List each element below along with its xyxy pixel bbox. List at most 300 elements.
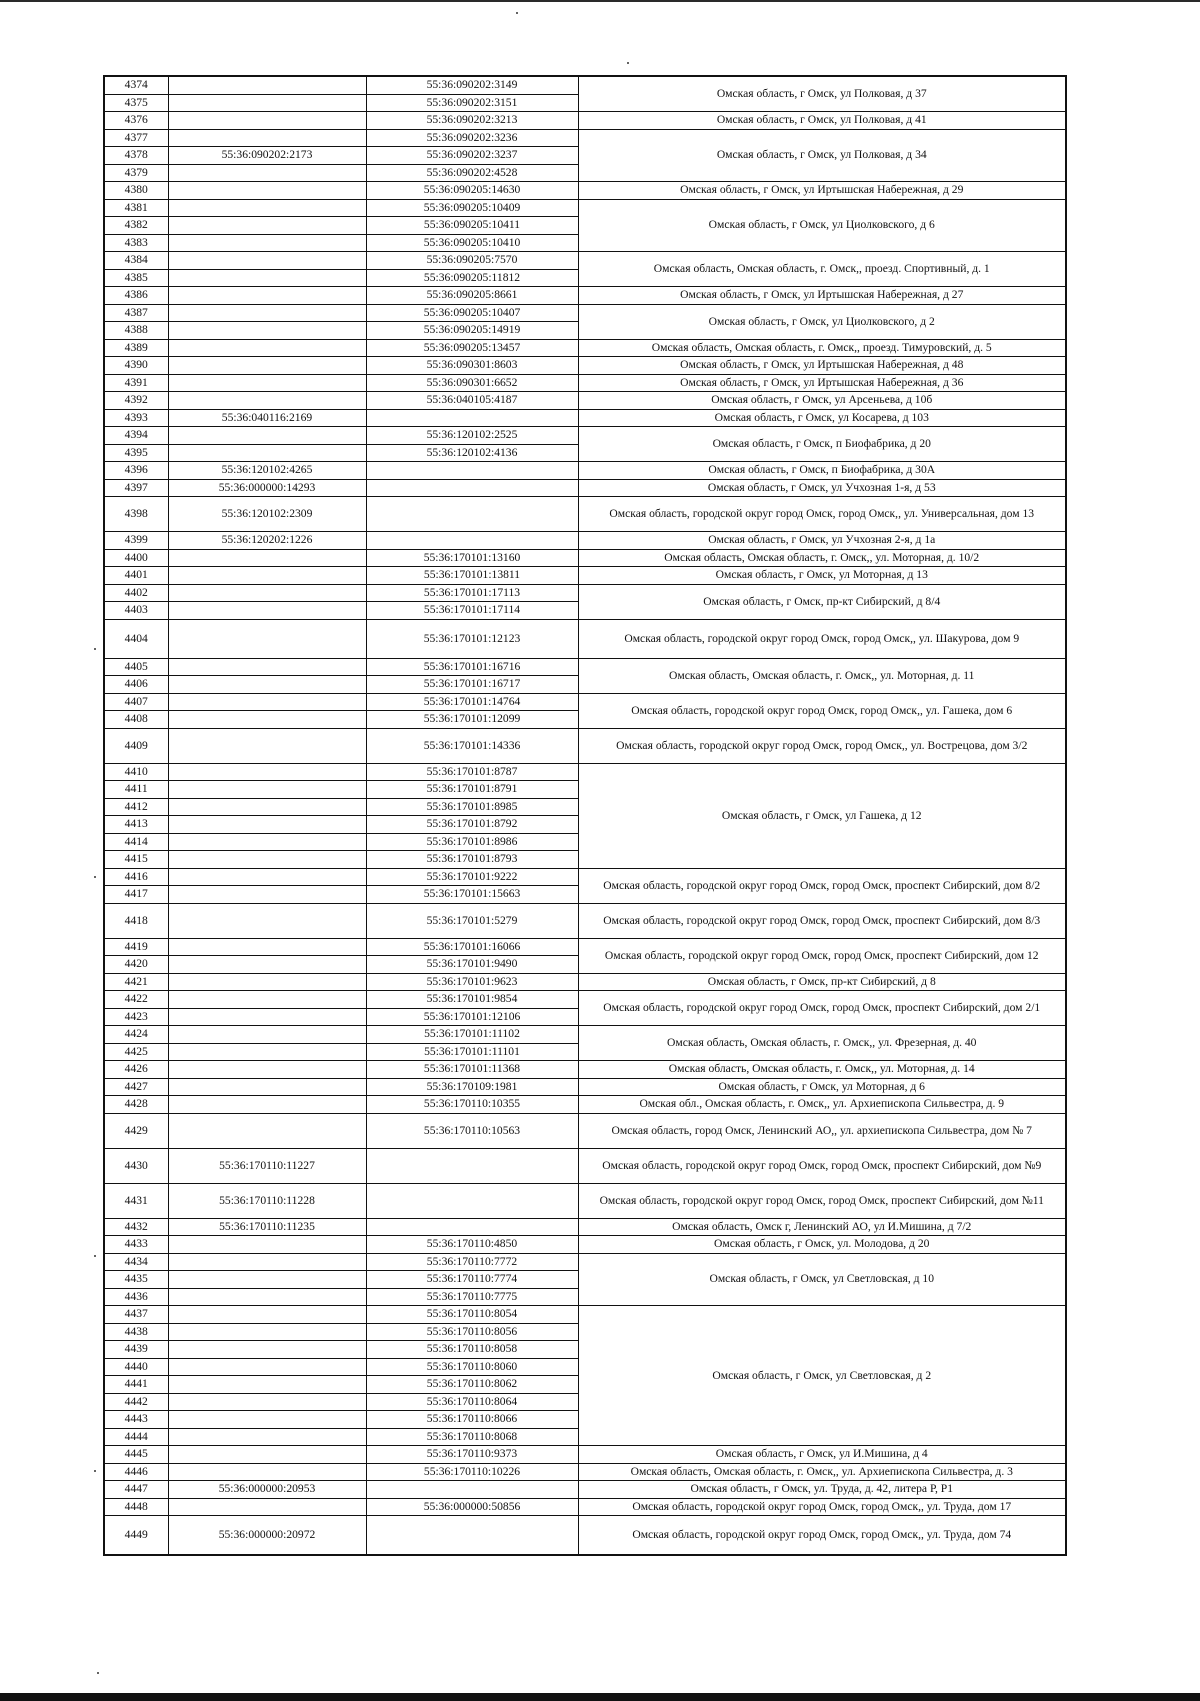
object-number-cell: 55:36:170101:8986 <box>366 833 578 851</box>
address-cell: Омская область, городской округ город Омск, город Омск,, ул. Шакурова, дом 9 <box>578 619 1066 658</box>
table-row <box>104 1446 1066 1464</box>
object-number-cell: 55:36:090205:8661 <box>366 287 578 305</box>
row-number-cell: 4378 <box>104 147 168 165</box>
parcel-number-cell <box>168 199 366 217</box>
parcel-number-cell <box>168 76 366 94</box>
object-number-cell <box>366 479 578 497</box>
parcel-number-cell <box>168 129 366 147</box>
row-number-cell: 4401 <box>104 567 168 585</box>
parcel-number-cell <box>168 1376 366 1394</box>
object-number-cell <box>366 1183 578 1218</box>
table-row <box>104 763 1066 781</box>
object-number-cell: 55:36:170110:8062 <box>366 1376 578 1394</box>
address-cell: Омская область, г Омск, ул Циолковского, д 2 <box>578 304 1066 339</box>
object-number-cell: 55:36:170101:15663 <box>366 886 578 904</box>
address-cell: Омская область, г Омск, ул Иртышская Набережная, д 29 <box>578 182 1066 200</box>
table-row <box>104 392 1066 410</box>
row-number-cell: 4417 <box>104 886 168 904</box>
table-row <box>104 199 1066 217</box>
address-cell: Омская область, г Омск, ул И.Мишина, д 4 <box>578 1446 1066 1464</box>
object-number-cell: 55:36:170110:10226 <box>366 1463 578 1481</box>
row-number-cell: 4395 <box>104 444 168 462</box>
table-row <box>104 532 1066 550</box>
parcel-number-cell <box>168 658 366 676</box>
row-number-cell: 4382 <box>104 217 168 235</box>
row-number-cell: 4381 <box>104 199 168 217</box>
row-number-cell: 4421 <box>104 973 168 991</box>
row-number-cell: 4424 <box>104 1026 168 1044</box>
table-row <box>104 938 1066 956</box>
parcel-number-cell <box>168 339 366 357</box>
parcel-number-cell <box>168 833 366 851</box>
table-row <box>104 728 1066 763</box>
scan-speck <box>516 12 518 14</box>
row-number-cell: 4420 <box>104 956 168 974</box>
parcel-number-cell <box>168 1288 366 1306</box>
row-number-cell: 4446 <box>104 1463 168 1481</box>
row-number-cell: 4388 <box>104 322 168 340</box>
object-number-cell: 55:36:170101:8792 <box>366 816 578 834</box>
object-number-cell <box>366 497 578 532</box>
parcel-number-cell <box>168 1061 366 1079</box>
parcel-number-cell: 55:36:040116:2169 <box>168 409 366 427</box>
address-cell: Омская область, городской округ город Омск, город Омск,, ул. Вострецова, дом 3/2 <box>578 728 1066 763</box>
table-row <box>104 1463 1066 1481</box>
row-number-cell: 4407 <box>104 693 168 711</box>
parcel-number-cell <box>168 1008 366 1026</box>
address-cell: Омская область, г Омск, ул Моторная, д 13 <box>578 567 1066 585</box>
object-number-cell: 55:36:170101:16716 <box>366 658 578 676</box>
address-cell: Омская область, Омск г, Ленинский АО, ул И.Мишина, д 7/2 <box>578 1218 1066 1236</box>
row-number-cell: 4448 <box>104 1498 168 1516</box>
table-row <box>104 1183 1066 1218</box>
address-cell: Омская область, городской округ город Омск, город Омск, проспект Сибирский, дом №9 <box>578 1148 1066 1183</box>
row-number-cell: 4441 <box>104 1376 168 1394</box>
object-number-cell: 55:36:170101:9222 <box>366 868 578 886</box>
parcel-number-cell <box>168 1078 366 1096</box>
row-number-cell: 4403 <box>104 602 168 620</box>
row-number-cell: 4400 <box>104 549 168 567</box>
table-row <box>104 1253 1066 1271</box>
address-cell: Омская область, городской округ город Омск, город Омск,, ул. Универсальная, дом 13 <box>578 497 1066 532</box>
row-number-cell: 4428 <box>104 1096 168 1114</box>
row-number-cell: 4449 <box>104 1516 168 1556</box>
row-number-cell: 4439 <box>104 1341 168 1359</box>
row-number-cell: 4443 <box>104 1411 168 1429</box>
object-number-cell: 55:36:000000:50856 <box>366 1498 578 1516</box>
table-row <box>104 991 1066 1009</box>
row-number-cell: 4390 <box>104 357 168 375</box>
row-number-cell: 4432 <box>104 1218 168 1236</box>
object-number-cell: 55:36:170101:9854 <box>366 991 578 1009</box>
object-number-cell: 55:36:170101:12123 <box>366 619 578 658</box>
object-number-cell: 55:36:170101:16717 <box>366 676 578 694</box>
parcel-number-cell <box>168 1428 366 1446</box>
address-cell: Омская область, городской округ город Омск, город Омск, проспект Сибирский, дом 8/3 <box>578 903 1066 938</box>
object-number-cell: 55:36:090205:10407 <box>366 304 578 322</box>
parcel-number-cell <box>168 991 366 1009</box>
parcel-number-cell <box>168 217 366 235</box>
object-number-cell: 55:36:170101:17114 <box>366 602 578 620</box>
parcel-number-cell <box>168 816 366 834</box>
parcel-number-cell <box>168 868 366 886</box>
row-number-cell: 4436 <box>104 1288 168 1306</box>
object-number-cell <box>366 1148 578 1183</box>
table-row <box>104 549 1066 567</box>
parcel-number-cell <box>168 619 366 658</box>
object-number-cell: 55:36:170110:7775 <box>366 1288 578 1306</box>
parcel-number-cell <box>168 956 366 974</box>
scan-speck <box>97 1672 99 1674</box>
row-number-cell: 4434 <box>104 1253 168 1271</box>
row-number-cell: 4405 <box>104 658 168 676</box>
parcel-number-cell <box>168 374 366 392</box>
row-number-cell: 4375 <box>104 94 168 112</box>
row-number-cell: 4422 <box>104 991 168 1009</box>
object-number-cell: 55:36:090202:4528 <box>366 164 578 182</box>
address-cell: Омская область, Омская область, г. Омск,, проезд. Тимуровский, д. 5 <box>578 339 1066 357</box>
object-number-cell: 55:36:170110:8054 <box>366 1306 578 1324</box>
parcel-number-cell: 55:36:170110:11227 <box>168 1148 366 1183</box>
address-cell: Омская область, г Омск, ул Гашека, д 12 <box>578 763 1066 868</box>
table-body <box>104 76 1066 1555</box>
object-number-cell: 55:36:170110:8060 <box>366 1358 578 1376</box>
parcel-number-cell <box>168 444 366 462</box>
object-number-cell: 55:36:170109:1981 <box>366 1078 578 1096</box>
row-number-cell: 4427 <box>104 1078 168 1096</box>
parcel-number-cell: 55:36:090202:2173 <box>168 147 366 165</box>
parcel-number-cell <box>168 287 366 305</box>
row-number-cell: 4429 <box>104 1113 168 1148</box>
row-number-cell: 4389 <box>104 339 168 357</box>
parcel-number-cell <box>168 112 366 130</box>
table-row <box>104 304 1066 322</box>
table-row <box>104 903 1066 938</box>
address-cell: Омская область, г Омск, пр-кт Сибирский, д 8 <box>578 973 1066 991</box>
object-number-cell: 55:36:170110:8068 <box>366 1428 578 1446</box>
parcel-number-cell <box>168 304 366 322</box>
parcel-number-cell <box>168 1463 366 1481</box>
row-number-cell: 4440 <box>104 1358 168 1376</box>
object-number-cell: 55:36:170110:8064 <box>366 1393 578 1411</box>
parcel-number-cell <box>168 252 366 270</box>
row-number-cell: 4409 <box>104 728 168 763</box>
row-number-cell: 4402 <box>104 584 168 602</box>
object-number-cell: 55:36:090205:7570 <box>366 252 578 270</box>
object-number-cell: 55:36:120102:4136 <box>366 444 578 462</box>
parcel-number-cell <box>168 1271 366 1289</box>
parcel-number-cell <box>168 392 366 410</box>
parcel-number-cell <box>168 549 366 567</box>
scan-speck <box>94 876 96 878</box>
address-cell: Омская область, г Омск, ул Моторная, д 6 <box>578 1078 1066 1096</box>
table-row <box>104 287 1066 305</box>
object-number-cell <box>366 1218 578 1236</box>
address-cell: Омская область, г Омск, ул Учхозная 1-я, д 53 <box>578 479 1066 497</box>
parcel-number-cell: 55:36:170110:11228 <box>168 1183 366 1218</box>
object-number-cell: 55:36:170101:17113 <box>366 584 578 602</box>
parcel-number-cell <box>168 1096 366 1114</box>
scan-speck <box>627 62 629 64</box>
row-number-cell: 4425 <box>104 1043 168 1061</box>
object-number-cell: 55:36:170110:8058 <box>366 1341 578 1359</box>
table-row <box>104 374 1066 392</box>
parcel-number-cell <box>168 1393 366 1411</box>
parcel-number-cell <box>168 711 366 729</box>
parcel-number-cell <box>168 1341 366 1359</box>
table-row <box>104 1236 1066 1254</box>
address-cell: Омская область, Омская область, г. Омск,, проезд. Спортивный, д. 1 <box>578 252 1066 287</box>
row-number-cell: 4435 <box>104 1271 168 1289</box>
parcel-number-cell <box>168 94 366 112</box>
table-row <box>104 479 1066 497</box>
parcel-number-cell: 55:36:120202:1226 <box>168 532 366 550</box>
parcel-number-cell <box>168 851 366 869</box>
address-cell: Омская область, Омская область, г. Омск,, ул. Архиепископа Сильвестра, д. 3 <box>578 1463 1066 1481</box>
parcel-number-cell <box>168 1411 366 1429</box>
table-row <box>104 1516 1066 1556</box>
row-number-cell: 4399 <box>104 532 168 550</box>
address-cell: Омская область, г Омск, ул Косарева, д 103 <box>578 409 1066 427</box>
object-number-cell: 55:36:170101:11368 <box>366 1061 578 1079</box>
row-number-cell: 4413 <box>104 816 168 834</box>
table-row <box>104 868 1066 886</box>
table-row <box>104 973 1066 991</box>
table-row <box>104 1481 1066 1499</box>
object-number-cell: 55:36:170101:13160 <box>366 549 578 567</box>
parcel-number-cell <box>168 1306 366 1324</box>
object-number-cell: 55:36:170110:8056 <box>366 1323 578 1341</box>
object-number-cell: 55:36:170110:4850 <box>366 1236 578 1254</box>
object-number-cell <box>366 1481 578 1499</box>
row-number-cell: 4410 <box>104 763 168 781</box>
table-row <box>104 693 1066 711</box>
object-number-cell <box>366 462 578 480</box>
row-number-cell: 4430 <box>104 1148 168 1183</box>
object-number-cell: 55:36:090202:3237 <box>366 147 578 165</box>
parcel-number-cell: 55:36:120102:2309 <box>168 497 366 532</box>
parcel-number-cell <box>168 567 366 585</box>
row-number-cell: 4419 <box>104 938 168 956</box>
parcel-number-cell <box>168 1043 366 1061</box>
object-number-cell: 55:36:120102:2525 <box>366 427 578 445</box>
parcel-number-cell: 55:36:000000:20953 <box>168 1481 366 1499</box>
object-number-cell: 55:36:170101:12106 <box>366 1008 578 1026</box>
row-number-cell: 4433 <box>104 1236 168 1254</box>
row-number-cell: 4392 <box>104 392 168 410</box>
parcel-number-cell <box>168 164 366 182</box>
scan-speck <box>94 1255 96 1257</box>
row-number-cell: 4431 <box>104 1183 168 1218</box>
row-number-cell: 4437 <box>104 1306 168 1324</box>
row-number-cell: 4444 <box>104 1428 168 1446</box>
object-number-cell: 55:36:170101:8791 <box>366 781 578 799</box>
table-row <box>104 182 1066 200</box>
row-number-cell: 4418 <box>104 903 168 938</box>
table-row <box>104 462 1066 480</box>
parcel-number-cell <box>168 234 366 252</box>
object-number-cell: 55:36:170110:10355 <box>366 1096 578 1114</box>
row-number-cell: 4387 <box>104 304 168 322</box>
row-number-cell: 4404 <box>104 619 168 658</box>
parcel-number-cell <box>168 602 366 620</box>
address-cell: Омская область, г Омск, ул Полковая, д 34 <box>578 129 1066 182</box>
row-number-cell: 4376 <box>104 112 168 130</box>
scan-top-edge <box>0 0 1200 2</box>
table-row <box>104 1061 1066 1079</box>
scan-bottom-edge <box>0 1693 1200 1701</box>
address-cell: Омская область, Омская область, г. Омск,, ул. Моторная, д. 11 <box>578 658 1066 693</box>
table-row <box>104 1026 1066 1044</box>
object-number-cell: 55:36:170101:9490 <box>366 956 578 974</box>
object-number-cell: 55:36:040105:4187 <box>366 392 578 410</box>
row-number-cell: 4380 <box>104 182 168 200</box>
row-number-cell: 4415 <box>104 851 168 869</box>
scan-speck <box>94 648 96 650</box>
object-number-cell <box>366 1516 578 1556</box>
address-cell: Омская область, г Омск, ул Полковая, д 41 <box>578 112 1066 130</box>
parcel-number-cell <box>168 798 366 816</box>
address-cell: Омская область, городской округ город Омск, город Омск, проспект Сибирский, дом 2/1 <box>578 991 1066 1026</box>
parcel-number-cell <box>168 357 366 375</box>
table-row <box>104 497 1066 532</box>
row-number-cell: 4414 <box>104 833 168 851</box>
table-row <box>104 1078 1066 1096</box>
row-number-cell: 4384 <box>104 252 168 270</box>
parcel-number-cell: 55:36:170110:11235 <box>168 1218 366 1236</box>
parcel-number-cell <box>168 1358 366 1376</box>
address-cell: Омская область, городской округ город Омск, город Омск,, ул. Гашека, дом 6 <box>578 693 1066 728</box>
row-number-cell: 4416 <box>104 868 168 886</box>
object-number-cell: 55:36:170101:8793 <box>366 851 578 869</box>
object-number-cell <box>366 409 578 427</box>
row-number-cell: 4394 <box>104 427 168 445</box>
object-number-cell: 55:36:170110:8066 <box>366 1411 578 1429</box>
row-number-cell: 4438 <box>104 1323 168 1341</box>
parcel-number-cell <box>168 1498 366 1516</box>
row-number-cell: 4383 <box>104 234 168 252</box>
address-cell: Омская область, г Омск, п Биофабрика, д 30А <box>578 462 1066 480</box>
row-number-cell: 4406 <box>104 676 168 694</box>
object-number-cell: 55:36:170101:8985 <box>366 798 578 816</box>
object-number-cell: 55:36:090205:13457 <box>366 339 578 357</box>
parcel-number-cell <box>168 269 366 287</box>
parcel-number-cell <box>168 1253 366 1271</box>
object-number-cell: 55:36:090205:10411 <box>366 217 578 235</box>
parcel-number-cell <box>168 728 366 763</box>
object-number-cell: 55:36:090205:10409 <box>366 199 578 217</box>
parcel-number-cell <box>168 938 366 956</box>
object-number-cell: 55:36:170101:12099 <box>366 711 578 729</box>
scan-speck <box>94 1470 96 1472</box>
object-number-cell: 55:36:090205:14919 <box>366 322 578 340</box>
row-number-cell: 4374 <box>104 76 168 94</box>
address-cell: Омская область, г Омск, ул Иртышская Набережная, д 48 <box>578 357 1066 375</box>
table-row <box>104 567 1066 585</box>
parcel-number-cell <box>168 1113 366 1148</box>
object-number-cell: 55:36:170110:9373 <box>366 1446 578 1464</box>
parcel-number-cell <box>168 1026 366 1044</box>
parcel-number-cell: 55:36:000000:14293 <box>168 479 366 497</box>
table-row <box>104 252 1066 270</box>
parcel-number-cell <box>168 763 366 781</box>
object-number-cell: 55:36:090205:14630 <box>366 182 578 200</box>
object-number-cell: 55:36:090202:3236 <box>366 129 578 147</box>
row-number-cell: 4386 <box>104 287 168 305</box>
row-number-cell: 4442 <box>104 1393 168 1411</box>
row-number-cell: 4426 <box>104 1061 168 1079</box>
table-row <box>104 658 1066 676</box>
address-cell: Омская область, городской округ город Омск, город Омск,, ул. Труда, дом 17 <box>578 1498 1066 1516</box>
object-number-cell: 55:36:090202:3151 <box>366 94 578 112</box>
address-cell: Омская область, г Омск, ул Арсеньева, д 10б <box>578 392 1066 410</box>
row-number-cell: 4396 <box>104 462 168 480</box>
parcel-number-cell <box>168 1446 366 1464</box>
row-number-cell: 4397 <box>104 479 168 497</box>
object-number-cell: 55:36:170110:7772 <box>366 1253 578 1271</box>
table-row <box>104 619 1066 658</box>
object-number-cell: 55:36:090205:10410 <box>366 234 578 252</box>
row-number-cell: 4412 <box>104 798 168 816</box>
address-cell: Омская обл., Омская область, г. Омск,, ул. Архиепископа Сильвестра, д. 9 <box>578 1096 1066 1114</box>
parcel-number-cell <box>168 676 366 694</box>
object-number-cell: 55:36:170101:11102 <box>366 1026 578 1044</box>
address-cell: Омская область, г Омск, ул Светловская, д 2 <box>578 1306 1066 1446</box>
parcel-number-cell <box>168 781 366 799</box>
table-row <box>104 409 1066 427</box>
table-row <box>104 129 1066 147</box>
object-number-cell: 55:36:170101:11101 <box>366 1043 578 1061</box>
address-cell: Омская область, городской округ город Омск, город Омск,, ул. Труда, дом 74 <box>578 1516 1066 1556</box>
table-row <box>104 1113 1066 1148</box>
object-number-cell: 55:36:090202:3213 <box>366 112 578 130</box>
address-cell: Омская область, городской округ город Омск, город Омск, проспект Сибирский, дом №11 <box>578 1183 1066 1218</box>
address-cell: Омская область, г Омск, ул Иртышская Набережная, д 27 <box>578 287 1066 305</box>
row-number-cell: 4447 <box>104 1481 168 1499</box>
address-cell: Омская область, г Омск, п Биофабрика, д 20 <box>578 427 1066 462</box>
object-number-cell: 55:36:170101:8787 <box>366 763 578 781</box>
parcel-number-cell <box>168 693 366 711</box>
object-number-cell: 55:36:170110:7774 <box>366 1271 578 1289</box>
parcel-number-cell <box>168 886 366 904</box>
row-number-cell: 4379 <box>104 164 168 182</box>
object-number-cell: 55:36:170101:9623 <box>366 973 578 991</box>
address-cell: Омская область, г Омск, пр-кт Сибирский, д 8/4 <box>578 584 1066 619</box>
row-number-cell: 4423 <box>104 1008 168 1026</box>
address-cell: Омская область, г Омск, ул Иртышская Набережная, д 36 <box>578 374 1066 392</box>
address-cell: Омская область, городской округ город Омск, город Омск, проспект Сибирский, дом 8/2 <box>578 868 1066 903</box>
parcel-number-cell: 55:36:120102:4265 <box>168 462 366 480</box>
table-row <box>104 1148 1066 1183</box>
object-number-cell: 55:36:090301:6652 <box>366 374 578 392</box>
table-row <box>104 1218 1066 1236</box>
address-cell: Омская область, г Омск, ул. Труда, д. 42, литера Р, Р1 <box>578 1481 1066 1499</box>
table-row <box>104 1096 1066 1114</box>
object-number-cell: 55:36:170101:16066 <box>366 938 578 956</box>
object-number-cell <box>366 532 578 550</box>
parcel-number-cell <box>168 584 366 602</box>
address-cell: Омская область, г Омск, ул Учхозная 2-я, д 1а <box>578 532 1066 550</box>
row-number-cell: 4398 <box>104 497 168 532</box>
address-cell: Омская область, Омская область, г. Омск,, ул. Фрезерная, д. 40 <box>578 1026 1066 1061</box>
object-number-cell: 55:36:170110:10563 <box>366 1113 578 1148</box>
cadastral-objects-table <box>103 75 1067 1556</box>
address-cell: Омская область, г Омск, ул Светловская, д 10 <box>578 1253 1066 1306</box>
row-number-cell: 4411 <box>104 781 168 799</box>
row-number-cell: 4393 <box>104 409 168 427</box>
parcel-number-cell <box>168 182 366 200</box>
row-number-cell: 4408 <box>104 711 168 729</box>
